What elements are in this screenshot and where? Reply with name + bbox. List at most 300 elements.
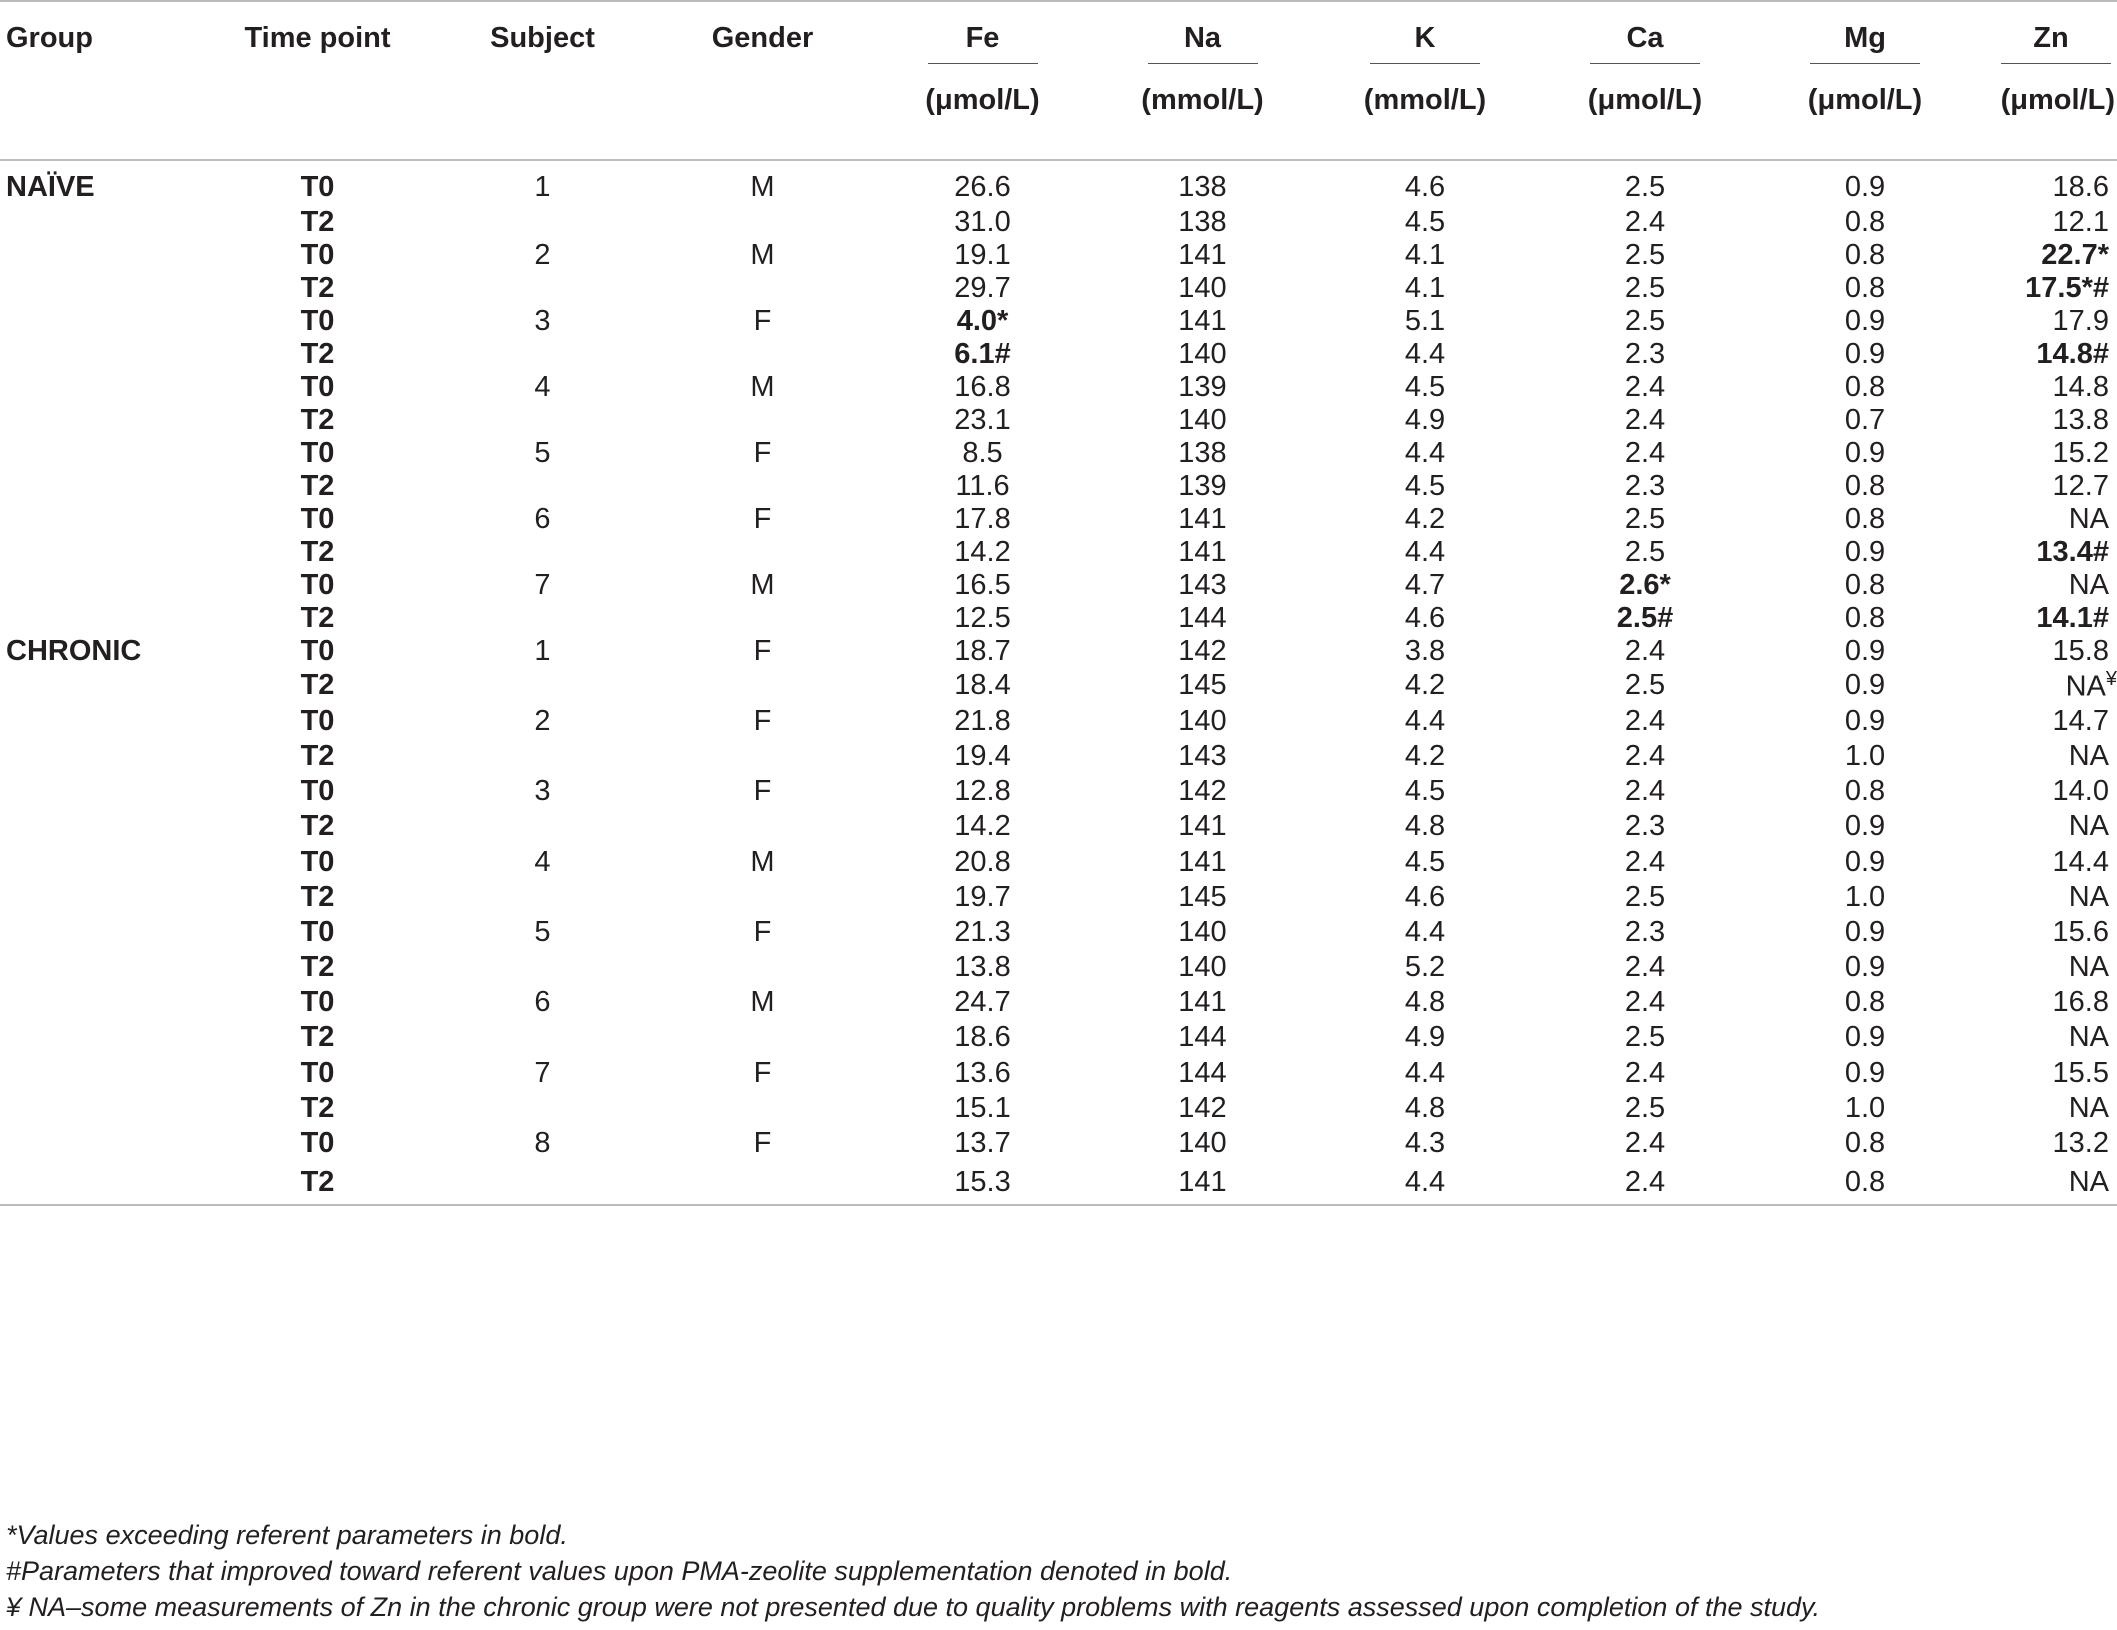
yen-symbol: ¥ [6, 1592, 22, 1622]
cell-mg: 0.9 [1844, 437, 1886, 469]
table-row [0, 844, 2117, 879]
cell-tp: T2 [300, 669, 335, 702]
cell-gender: F [753, 915, 772, 948]
cell-gender: F [753, 437, 772, 469]
cell-tp: T0 [300, 569, 335, 601]
cell-fe: 19.7 [954, 880, 1011, 913]
cell-group: NAÏVE [6, 171, 95, 203]
table-row [0, 1161, 2117, 1205]
col-header-na: Na [1090, 1, 1315, 63]
cell-k: 5.2 [1404, 951, 1446, 984]
cell-k: 3.8 [1404, 635, 1446, 667]
cell-k: 4.2 [1404, 503, 1446, 535]
cell-gender: F [753, 1127, 772, 1159]
cell-group [0, 809, 200, 844]
header-row [0, 1, 2117, 63]
cell-fe: 19.4 [954, 739, 1011, 772]
cell-zn: 17.9 [2052, 305, 2109, 337]
cell-na: 143 [1178, 739, 1227, 772]
cell-group [0, 1126, 200, 1161]
cell-k: 4.1 [1404, 239, 1446, 271]
cell-mg: 0.9 [1844, 338, 1886, 370]
cell-tp: T2 [300, 602, 335, 634]
col-header-ca: Ca [1535, 1, 1755, 63]
cell-fe: 12.8 [954, 775, 1011, 808]
cell-na: 141 [1178, 503, 1227, 535]
cell-subject [435, 470, 650, 503]
table-row [0, 470, 2117, 503]
cell-ca: 2.4 [1624, 704, 1666, 737]
cell-fe: 18.7 [954, 635, 1011, 667]
cell-ca: 2.3 [1624, 470, 1666, 502]
unit-fe: (μmol/L) [925, 84, 1040, 116]
cell-group [0, 536, 200, 569]
cell-fe: 21.8 [954, 704, 1011, 737]
cell-zn: NA [1975, 1161, 2117, 1205]
cell-tp: T2 [300, 272, 335, 304]
cell-gender [650, 1020, 875, 1055]
cell-na: 140 [1178, 915, 1227, 948]
cell-mg: 0.9 [1844, 1056, 1886, 1089]
table-row [0, 739, 2117, 774]
cell-fe: 31.0 [954, 206, 1011, 238]
cell-zn: 17.5*# [2025, 272, 2109, 304]
cell-group [0, 371, 200, 404]
cell-group [0, 985, 200, 1020]
cell-ca: 2.5 [1624, 669, 1666, 702]
cell-fe: 14.2 [954, 810, 1011, 843]
table-row [0, 404, 2117, 437]
cell-fe: 8.5 [962, 437, 1003, 469]
footnote-1: *Values exceeding referent parameters in bold. [6, 1520, 568, 1550]
cell-subject: 1 [534, 635, 551, 667]
cell-subject: 5 [534, 915, 551, 948]
cell-k: 4.4 [1315, 1161, 1535, 1205]
cell-ca: 2.5 [1624, 503, 1666, 535]
cell-k: 4.4 [1404, 1056, 1446, 1089]
cell-group [0, 503, 200, 536]
cell-ca: 2.4 [1624, 986, 1666, 1019]
cell-gender [650, 1091, 875, 1126]
cell-mg: 0.8 [1844, 602, 1886, 634]
cell-ca: 2.4 [1624, 371, 1666, 403]
cell-mg: 1.0 [1844, 1091, 1886, 1124]
cell-gender: M [750, 371, 775, 403]
cell-tp: T2 [300, 404, 335, 436]
table-row [0, 1126, 2117, 1161]
cell-na: 141 [1178, 536, 1227, 568]
cell-gender: M [750, 845, 775, 878]
cell-ca: 2.4 [1624, 206, 1666, 238]
cell-na: 138 [1178, 171, 1227, 203]
cell-fe: 11.6 [955, 470, 1010, 502]
cell-tp: T0 [300, 1056, 335, 1089]
cell-gender: F [753, 305, 772, 337]
cell-gender: F [753, 1056, 772, 1089]
cell-tp: T2 [300, 810, 335, 843]
cell-k: 5.1 [1404, 305, 1446, 337]
cell-subject [435, 1161, 650, 1205]
cell-mg: 0.8 [1844, 371, 1886, 403]
cell-gender [650, 809, 875, 844]
col-header-time-point: Time point [200, 1, 435, 63]
cell-subject: 1 [534, 171, 551, 203]
table-row [0, 985, 2117, 1020]
cell-ca: 2.4 [1624, 404, 1666, 436]
cell-tp: T0 [300, 503, 335, 535]
cell-mg: 0.9 [1844, 635, 1886, 667]
cell-zn: 22.7* [2041, 239, 2109, 271]
cell-tp: T0 [300, 171, 335, 203]
cell-k: 4.2 [1404, 669, 1446, 702]
cell-na: 145 [1178, 669, 1227, 702]
cell-mg: 0.8 [1844, 206, 1886, 238]
cell-group [0, 844, 200, 879]
cell-na: 144 [1178, 1056, 1227, 1089]
cell-k: 4.5 [1404, 206, 1446, 238]
cell-na: 140 [1178, 338, 1227, 370]
cell-subject [435, 739, 650, 774]
cell-subject: 5 [534, 437, 551, 469]
cell-gender [650, 470, 875, 503]
table-row [0, 160, 2117, 206]
cell-subject: 7 [534, 1056, 551, 1089]
cell-na: 143 [1178, 569, 1227, 601]
cell-ca: 2.5# [1616, 602, 1674, 634]
cell-na: 141 [1178, 986, 1227, 1019]
cell-group [0, 704, 200, 739]
cell-k: 4.5 [1404, 371, 1446, 403]
cell-k: 4.5 [1404, 775, 1446, 808]
cell-group [0, 338, 200, 371]
cell-k: 4.7 [1404, 569, 1446, 601]
cell-ca: 2.5 [1624, 536, 1666, 568]
cell-tp: T0 [300, 704, 335, 737]
cell-mg: 1.0 [1844, 739, 1886, 772]
cell-fe: 16.5 [954, 569, 1011, 601]
cell-na: 140 [1178, 1127, 1227, 1159]
cell-subject [435, 404, 650, 437]
cell-zn: NA [2068, 739, 2109, 772]
cell-fe: 13.7 [954, 1127, 1011, 1159]
cell-gender [650, 668, 875, 704]
header-divider [1810, 63, 1920, 64]
table-row [0, 809, 2117, 844]
cell-k: 4.4 [1404, 915, 1446, 948]
cell-na: 144 [1178, 602, 1227, 634]
cell-mg: 0.8 [1844, 986, 1886, 1019]
cell-mg: 0.9 [1844, 704, 1886, 737]
cell-zn: 12.1 [2052, 206, 2109, 238]
cell-tp: T0 [300, 239, 335, 271]
table-row [0, 1091, 2117, 1126]
cell-k: 4.3 [1404, 1127, 1446, 1159]
cell-subject: 4 [534, 371, 551, 403]
cell-mg: 0.8 [1844, 569, 1886, 601]
cell-na: 144 [1178, 1021, 1227, 1054]
header-divider [1148, 63, 1258, 64]
header-divider [1370, 63, 1480, 64]
table-row [0, 774, 2117, 809]
cell-fe: 21.3 [954, 915, 1011, 948]
cell-k: 4.5 [1404, 845, 1446, 878]
cell-na: 145 [1178, 880, 1227, 913]
cell-gender [650, 206, 875, 239]
cell-group [0, 668, 200, 704]
cell-k: 4.6 [1404, 171, 1446, 203]
cell-tp: T2 [200, 1161, 435, 1205]
cell-zn: 18.6 [2052, 171, 2109, 203]
cell-fe: 16.8 [954, 371, 1011, 403]
cell-zn: 14.7 [2052, 704, 2109, 737]
table-row [0, 338, 2117, 371]
cell-tp: T0 [300, 915, 335, 948]
cell-group [0, 470, 200, 503]
cell-na: 140 [1178, 272, 1227, 304]
cell-zn: NA [2068, 880, 2109, 913]
cell-gender [650, 1161, 875, 1205]
cell-ca: 2.5 [1624, 239, 1666, 271]
cell-gender [650, 739, 875, 774]
col-header-zn: Zn [1975, 1, 2117, 63]
cell-mg: 0.9 [1844, 171, 1886, 203]
table-row [0, 569, 2117, 602]
cell-na: 140 [1178, 951, 1227, 984]
cell-ca: 2.4 [1624, 635, 1666, 667]
cell-group [0, 404, 200, 437]
footnote-3 [6, 1589, 1820, 1625]
cell-group: CHRONIC [6, 635, 142, 667]
cell-subject: 6 [534, 986, 551, 1019]
cell-subject: 3 [534, 775, 551, 808]
cell-fe: 13.6 [954, 1056, 1011, 1089]
cell-tp: T2 [300, 338, 335, 370]
table-row [0, 950, 2117, 985]
cell-group [0, 305, 200, 338]
cell-subject [435, 602, 650, 635]
cell-tp: T0 [300, 845, 335, 878]
cell-subject [435, 206, 650, 239]
cell-group [0, 569, 200, 602]
cell-gender [650, 404, 875, 437]
table-header [0, 1, 2117, 160]
cell-mg: 1.0 [1844, 880, 1886, 913]
cell-subject [435, 809, 650, 844]
footnote-2: #Parameters that improved toward referent values upon PMA-zeolite supplementation denoted in bold. [6, 1556, 1233, 1586]
units-row [0, 63, 2117, 160]
header-divider [928, 63, 1038, 64]
cell-gender [650, 272, 875, 305]
cell-na: 142 [1178, 1091, 1227, 1124]
col-header-fe: Fe [875, 1, 1090, 63]
cell-na: 142 [1178, 635, 1227, 667]
table-row [0, 503, 2117, 536]
table-row [0, 206, 2117, 239]
unit-ca: (μmol/L) [1587, 84, 1703, 116]
cell-subject: 4 [534, 845, 551, 878]
cell-subject: 2 [534, 704, 551, 737]
cell-fe: 18.4 [954, 669, 1011, 702]
table-row [0, 602, 2117, 635]
cell-group [0, 880, 200, 915]
col-header-group: Group [0, 1, 200, 63]
col-header-subject: Subject [435, 1, 650, 63]
col-header-k: K [1315, 1, 1535, 63]
cell-ca: 2.6* [1619, 569, 1671, 601]
cell-subject [435, 1020, 650, 1055]
table-row [0, 437, 2117, 470]
cell-na: 141 [1178, 810, 1227, 843]
cell-tp: T0 [300, 986, 335, 1019]
cell-na: 141 [1178, 845, 1227, 878]
cell-mg: 0.9 [1844, 1021, 1886, 1054]
cell-group [0, 915, 200, 950]
cell-group [0, 950, 200, 985]
cell-zn: 12.7 [2052, 470, 2109, 502]
cell-mg: 0.9 [1844, 536, 1886, 568]
cell-group [0, 1161, 200, 1205]
cell-subject: 2 [534, 239, 551, 271]
cell-subject: 3 [534, 305, 551, 337]
footnotes [6, 1517, 1820, 1625]
table-row [0, 1020, 2117, 1055]
cell-k: 4.9 [1404, 1021, 1446, 1054]
cell-fe: 24.7 [954, 986, 1011, 1019]
cell-na: 139 [1178, 470, 1227, 502]
table-row [0, 635, 2117, 668]
cell-ca: 2.4 [1535, 1161, 1755, 1205]
cell-gender [650, 950, 875, 985]
cell-tp: T0 [300, 775, 335, 808]
cell-zn: 14.8# [2036, 338, 2109, 370]
cell-gender: M [750, 986, 775, 1019]
cell-k: 4.4 [1404, 437, 1446, 469]
cell-na: 141 [1090, 1161, 1315, 1205]
cell-fe: 13.8 [954, 951, 1011, 984]
cell-ca: 2.4 [1624, 775, 1666, 808]
cell-group [0, 774, 200, 809]
cell-gender: M [750, 569, 775, 601]
cell-na: 140 [1178, 704, 1227, 737]
cell-fe: 14.2 [954, 536, 1011, 568]
table-row [0, 371, 2117, 404]
cell-tp: T0 [300, 305, 335, 337]
cell-subject [435, 1091, 650, 1126]
cell-k: 4.6 [1404, 880, 1446, 913]
cell-zn: 15.2 [2052, 437, 2109, 469]
cell-gender: F [753, 704, 772, 737]
cell-fe: 12.5 [954, 602, 1011, 634]
cell-na: 140 [1178, 404, 1227, 436]
table-row [0, 1056, 2117, 1091]
cell-gender: M [750, 239, 775, 271]
cell-tp: T0 [300, 437, 335, 469]
table-row [0, 880, 2117, 915]
cell-group [0, 1020, 200, 1055]
cell-zn: NA¥ [2065, 668, 2117, 703]
cell-k: 4.2 [1404, 739, 1446, 772]
cell-tp: T0 [300, 1127, 335, 1159]
cell-zn: 16.8 [2052, 986, 2109, 1019]
cell-group [0, 1091, 200, 1126]
cell-ca: 2.4 [1624, 951, 1666, 984]
cell-tp: T0 [300, 371, 335, 403]
cell-ca: 2.4 [1624, 845, 1666, 878]
cell-mg: 0.8 [1844, 239, 1886, 271]
cell-fe: 20.8 [954, 845, 1011, 878]
cell-zn: 15.6 [2052, 915, 2109, 948]
cell-na: 139 [1178, 371, 1227, 403]
cell-na: 138 [1178, 206, 1227, 238]
cell-ca: 2.3 [1624, 810, 1666, 843]
cell-gender [650, 536, 875, 569]
cell-subject [435, 338, 650, 371]
cell-zn: NA [2068, 1021, 2109, 1054]
cell-ca: 2.5 [1624, 305, 1666, 337]
unit-na: (mmol/L) [1141, 84, 1264, 116]
cell-group [0, 437, 200, 470]
cell-gender [650, 880, 875, 915]
cell-zn: 15.5 [2052, 1056, 2109, 1089]
cell-subject [435, 880, 650, 915]
cell-gender [650, 338, 875, 371]
header-divider [1590, 63, 1700, 64]
cell-gender [650, 602, 875, 635]
cell-subject [435, 950, 650, 985]
cell-subject [435, 272, 650, 305]
cell-k: 4.8 [1404, 810, 1446, 843]
cell-fe: 17.8 [954, 503, 1011, 535]
cell-tp: T2 [300, 739, 335, 772]
cell-tp: T2 [300, 1091, 335, 1124]
table-row [0, 239, 2117, 272]
cell-group [0, 272, 200, 305]
cell-mg: 0.9 [1844, 915, 1886, 948]
cell-zn: 14.0 [2052, 775, 2109, 808]
unit-k: (mmol/L) [1363, 84, 1487, 116]
cell-gender: F [753, 635, 772, 667]
cell-tp: T2 [300, 206, 335, 238]
cell-ca: 2.4 [1624, 437, 1666, 469]
cell-group [0, 602, 200, 635]
cell-gender: F [753, 503, 772, 535]
cell-tp: T2 [300, 951, 335, 984]
cell-k: 4.9 [1404, 404, 1446, 436]
cell-ca: 2.5 [1624, 171, 1666, 203]
cell-gender: F [753, 775, 772, 808]
cell-gender: M [750, 171, 775, 203]
cell-ca: 2.5 [1624, 1091, 1666, 1124]
cell-k: 4.5 [1404, 470, 1446, 502]
cell-k: 4.4 [1404, 704, 1446, 737]
cell-k: 4.8 [1404, 1091, 1446, 1124]
col-header-gender: Gender [650, 1, 875, 63]
cell-mg: 0.8 [1844, 503, 1886, 535]
cell-na: 138 [1178, 437, 1227, 469]
cell-zn: NA [2068, 951, 2109, 984]
cell-subject: 6 [534, 503, 551, 535]
cell-tp: T2 [300, 536, 335, 568]
table-body [0, 160, 2117, 1205]
cell-fe: 15.1 [954, 1091, 1011, 1124]
cell-mg: 0.8 [1844, 1127, 1886, 1159]
table-row [0, 272, 2117, 305]
footnote-3-text: NA–some measurements of Zn in the chronic group were not presented due to quality problems with reagents assessed upon completion of the study. [21, 1592, 1821, 1622]
cell-na: 142 [1178, 775, 1227, 808]
cell-subject [435, 536, 650, 569]
cell-tp: T2 [300, 1021, 335, 1054]
cell-ca: 2.5 [1624, 272, 1666, 304]
